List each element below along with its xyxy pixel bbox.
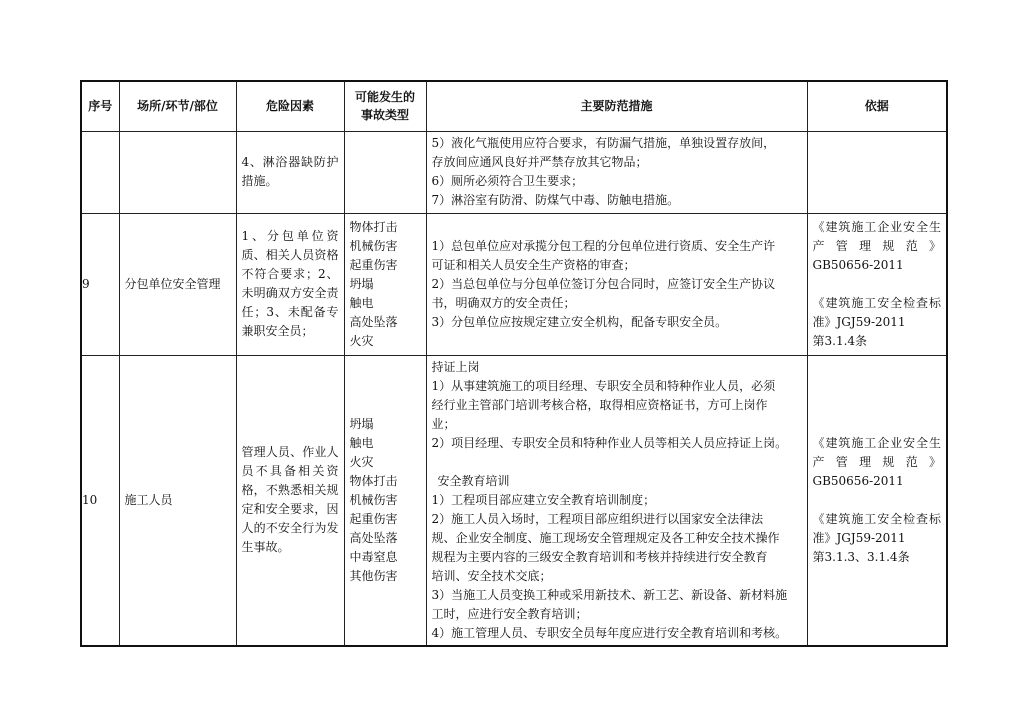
accident-list <box>345 216 426 353</box>
accident-item: 机械伤害 <box>349 238 398 253</box>
accident-item: 火灾 <box>349 454 374 469</box>
table-row <box>81 355 947 646</box>
measures-list <box>427 132 807 212</box>
measure-line: 经行业主管部门培训考核合格，取得相应资格证书，方可上岗作 <box>431 397 768 412</box>
accident-item: 物体打击 <box>349 219 398 234</box>
basis-standard-1: 《建筑施工企业安全生产管理规范》GB50656-2011 <box>812 219 941 272</box>
header-seq: 序号 <box>81 81 119 131</box>
header-accident-type <box>344 81 426 131</box>
measure-line: 规、企业安全制度、施工现场安全管理规定及各工种安全技术操作 <box>431 530 780 545</box>
header-hazard: 危险因素 <box>236 81 344 131</box>
measures-section-title: 持证上岗 <box>431 359 480 374</box>
accident-item: 触电 <box>349 295 374 310</box>
basis-standard-2: 《建筑施工安全检查标准》JGJ59-2011 <box>812 511 941 545</box>
measure-line: 规程为主要内容的三级安全教育培训和考核并持续进行安全教育 <box>431 549 768 564</box>
measure-line: 书，明确双方的安全责任； <box>431 295 576 310</box>
seq-cell <box>81 131 119 213</box>
measure-line: 可证和相关人员安全生产资格的审查； <box>431 257 636 272</box>
measure-line: 6）厕所必须符合卫生要求； <box>431 174 584 188</box>
accident-item: 火灾 <box>349 333 374 348</box>
hazard-text: 4、淋浴器缺防护措施。 <box>241 155 339 188</box>
accident-cell <box>344 213 426 355</box>
measures-cell <box>426 355 807 646</box>
header-basis: 依据 <box>807 81 947 131</box>
table-row <box>81 131 947 213</box>
measure-line: 工时，应进行安全教育培训； <box>431 606 588 621</box>
measure-line: 2）项目经理、专职安全员和特种作业人员等相关人员应持证上岗。 <box>431 435 788 450</box>
basis-standard-1: 《建筑施工企业安全生产管理规范》GB50656-2011 <box>812 435 941 488</box>
accident-item: 其他伤害 <box>349 568 398 583</box>
basis-clause: 第3.1.3、3.1.4条 <box>812 549 910 564</box>
measure-line: 1）总包单位应对承揽分包工程的分包单位进行资质、安全生产许 <box>431 238 776 253</box>
measures-cell <box>426 213 807 355</box>
hazard-text: 管理人员、作业人员不具备相关资格，不熟悉相关规定和安全要求，因人的不安全行为发生事故。 <box>241 445 339 554</box>
place-text: 施工人员 <box>124 492 173 507</box>
accident-item: 坍塌 <box>349 276 374 291</box>
table-row <box>81 213 947 355</box>
header-accident-line2: 事故类型 <box>360 108 409 123</box>
measure-line: 1）从事建筑施工的项目经理、专职安全员和特种作业人员，必须 <box>431 378 776 393</box>
measure-line: 培训、安全技术交底； <box>431 568 552 583</box>
accident-list <box>345 413 426 588</box>
measure-line: 2）当总包单位与分包单位签订分包合同时，应签订安全生产协议 <box>431 276 776 291</box>
accident-item: 触电 <box>349 435 374 450</box>
hazard-text: 1、分包单位资质、相关人员资格不符合要求；2、未明确双方安全责任；3、未配备专兼职安全员； <box>241 229 339 338</box>
seq-cell: 9 <box>81 213 119 355</box>
hazard-cell <box>236 213 344 355</box>
measure-line: 3）当施工人员变换工种或采用新技术、新工艺、新设备、新材料施 <box>431 587 788 602</box>
measure-line: 1）工程项目部应建立安全教育培训制度； <box>431 492 656 507</box>
accident-item: 物体打击 <box>349 473 398 488</box>
hazard-cell <box>236 355 344 646</box>
place-cell <box>119 131 236 213</box>
basis-cell <box>807 131 947 213</box>
place-cell <box>119 355 236 646</box>
accident-item: 中毒窒息 <box>349 549 398 564</box>
place-cell <box>119 213 236 355</box>
measures-cell <box>426 131 807 213</box>
basis-cell <box>807 213 947 355</box>
measure-line: 5）液化气瓶使用应符合要求，有防漏气措施，单独设置存放间， <box>431 136 776 150</box>
accident-item: 起重伤害 <box>349 511 398 526</box>
accident-item: 高处坠落 <box>349 530 398 545</box>
header-measures: 主要防范措施 <box>426 81 807 131</box>
accident-item: 高处坠落 <box>349 314 398 329</box>
risk-table <box>80 80 948 647</box>
basis-text <box>808 432 947 569</box>
measures-list <box>427 235 807 334</box>
measure-line: 存放间应通风良好并严禁存放其它物品； <box>431 155 648 169</box>
accident-cell <box>344 355 426 646</box>
header-row <box>81 81 947 131</box>
measure-line: 业； <box>431 416 456 431</box>
basis-text <box>808 216 947 353</box>
hazard-cell <box>236 131 344 213</box>
place-text: 分包单位安全管理 <box>124 276 221 291</box>
measures-section-title: 安全教育培训 <box>437 473 510 488</box>
basis-cell <box>807 355 947 646</box>
accident-cell <box>344 131 426 213</box>
accident-item: 机械伤害 <box>349 492 398 507</box>
measure-line: 3）分包单位应按规定建立安全机构，配备专职安全员。 <box>431 314 728 329</box>
measure-line: 7）淋浴室有防滑、防煤气中毒、防触电措施。 <box>431 193 680 207</box>
basis-standard-2: 《建筑施工安全检查标准》JGJ59-2011 <box>812 295 941 329</box>
header-accident-line1: 可能发生的 <box>354 90 415 105</box>
measure-line: 4）施工管理人员、专职安全员每年度应进行安全教育培训和考核。 <box>431 625 788 640</box>
measure-line: 2）施工人员入场时，工程项目部应组织进行以国家安全法律法 <box>431 511 764 526</box>
accident-item: 坍塌 <box>349 416 374 431</box>
measures-list <box>427 356 807 645</box>
basis-clause: 第3.1.4条 <box>812 333 868 348</box>
seq-cell: 10 <box>81 355 119 646</box>
accident-item: 起重伤害 <box>349 257 398 272</box>
header-place: 场所/环节/部位 <box>119 81 236 131</box>
